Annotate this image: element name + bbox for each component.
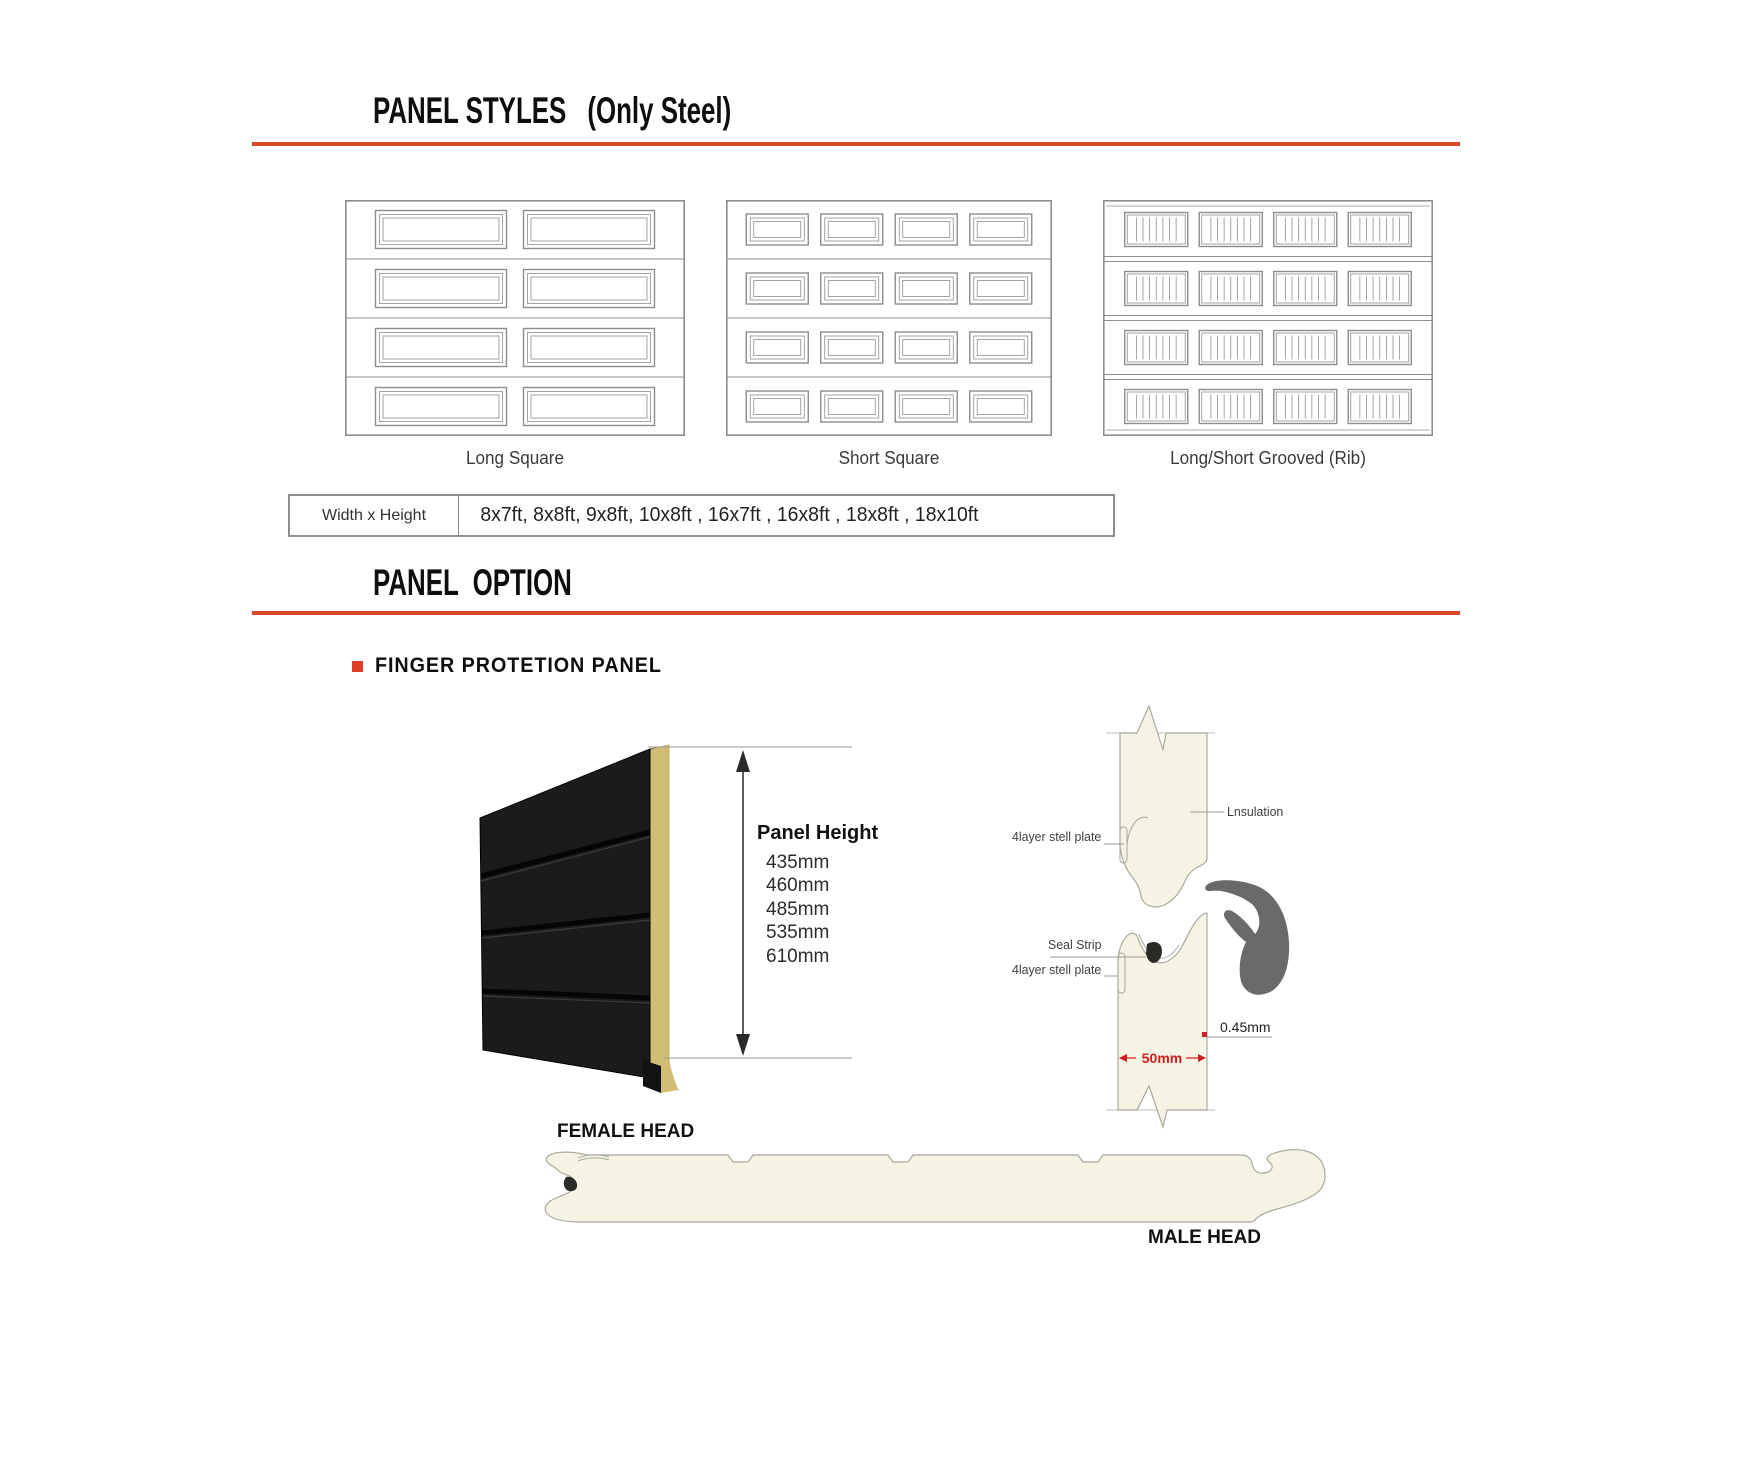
panel-thickness-label: 50mm <box>1141 1050 1183 1066</box>
door-diagram-long-square <box>345 200 685 441</box>
size-table-values: 8x7ft, 8x8ft, 9x8ft, 10x8ft , 16x7ft , 16x8ft , 18x8ft , 18x10ft <box>480 504 979 526</box>
panel-foam-edge <box>650 745 678 1090</box>
panel-height-value: 535mm <box>766 922 830 944</box>
finger-protection-illustration <box>430 690 1340 1280</box>
female-head-label: FEMALE HEAD <box>557 1121 695 1142</box>
steel-thickness-label: 0.45mm <box>1220 1019 1271 1035</box>
door-label: Long/Short Grooved (Rib) <box>1170 448 1366 468</box>
panel-3d-illustration <box>480 745 678 1093</box>
feature-heading-row <box>352 654 680 678</box>
panel-profile-horizontal <box>545 1150 1325 1222</box>
panel-styles-heading <box>373 90 731 132</box>
panel-styles-title: PANEL STYLES <box>373 90 567 131</box>
door-diagram-short-square <box>726 200 1052 441</box>
steel-plate-lower-label: 4layer stell plate <box>1012 962 1102 977</box>
seal-strip-shape <box>1146 942 1162 963</box>
door-label: Short Square <box>838 448 940 468</box>
red-square-bullet-icon <box>352 661 363 672</box>
size-table-header: Width x Height <box>290 496 459 535</box>
steel-plate-upper-label: 4layer stell plate <box>1012 829 1102 844</box>
thickness-dot-icon <box>1202 1032 1207 1037</box>
door-label: Long Square <box>466 448 564 468</box>
panel-option-heading: PANEL OPTION <box>373 562 572 603</box>
panel-height-value: 435mm <box>766 852 830 873</box>
panel-height-value: 485mm <box>766 898 830 920</box>
panel-front-face <box>480 749 650 1078</box>
arrow-up-icon <box>736 750 750 772</box>
section-rule <box>252 142 1460 146</box>
panel-profile-shape <box>545 1150 1325 1222</box>
male-head-label: MALE HEAD <box>1148 1227 1261 1248</box>
arrow-down-icon <box>736 1034 750 1056</box>
insulation-label: Lnsulation <box>1227 804 1284 819</box>
panel-styles-note: (Only Steel) <box>587 90 732 131</box>
section-rule <box>252 611 1460 615</box>
feature-heading: FINGER PROTETION PANEL <box>375 654 662 677</box>
panel-height-label: Panel Height <box>757 822 879 844</box>
lower-panel-section <box>1118 913 1207 1127</box>
upper-panel-section <box>1120 706 1207 907</box>
size-table <box>288 494 1115 537</box>
panel-height-value: 460mm <box>766 875 830 897</box>
panel-height-value: 610mm <box>766 945 830 967</box>
seal-strip-label: Seal Strip <box>1048 937 1102 952</box>
hand-icon <box>1205 880 1289 995</box>
panel-height-values <box>766 851 829 968</box>
panel-foot-foam <box>661 1063 678 1093</box>
door-diagram-grooved <box>1103 200 1433 441</box>
